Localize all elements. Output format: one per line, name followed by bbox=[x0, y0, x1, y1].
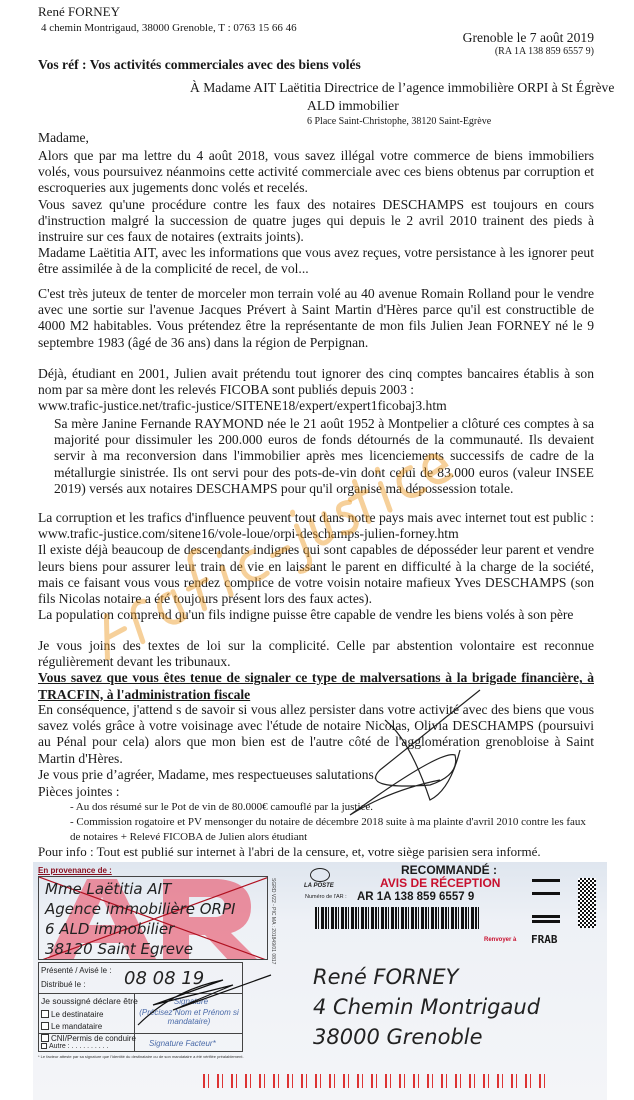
hand-line: 38120 Saint Egreve bbox=[45, 940, 194, 958]
url-text: www.trafic-justice.net/trafic-justice/SITENE18/expert/expert1ficobaj3.htm bbox=[38, 398, 447, 414]
presented-label: Présenté / Avisé le : bbox=[41, 966, 112, 975]
attachment-item: - Commission rogatoire et PV mensonger du notaire de décembre 2018 suite à ma plainte d'avril 2010 contre les faux de notaires + Relevé FICOBA de Julien alors étudiant bbox=[70, 816, 586, 843]
text-line: Déjà, étudiant en 2001, Julien avait prétendu tout ignorer des cinq comptes bancaires établis à son nom par sa mère dont les relevés FICOBA sont publiés depuis 2003 : bbox=[38, 366, 594, 398]
sender-name: René FORNEY bbox=[38, 4, 120, 19]
delivery-date-handwriting: 08 08 19 bbox=[124, 968, 205, 989]
attachment-item: - Au dos résumé sur le Pot de vin de 80.000€ camouflé par la justice. bbox=[70, 801, 374, 813]
lines-mark bbox=[532, 879, 560, 895]
signature-sublabel: (Précisez Nom et Prénom si mandataire) bbox=[139, 1008, 239, 1026]
text-line: Alors que par ma lettre du 4 août 2018, vous savez illégal votre commerce de biens immobiliers volés, vous poursuivez néanmoins cette activité commerciale avec ces biens obtenus par corruption et escroqueries aux jugements donc volés et recelés. bbox=[38, 148, 594, 196]
recipient-line3: 6 Place Saint-Christophe, 38120 Saint-Egrève bbox=[307, 116, 492, 127]
recipient-line2: ALD immobilier bbox=[307, 98, 399, 113]
text-line: La population comprend qu'un fils indigne puisse être capable de vendre les biens volés à son père bbox=[38, 607, 574, 623]
from-label: En provenance de : bbox=[38, 866, 112, 875]
sender-address: 4 chemin Montrigaud, 38000 Grenoble, T : 0763 15 66 46 bbox=[41, 22, 297, 34]
hand-line: Agence immobilière ORPI bbox=[45, 900, 236, 918]
la-poste-logo-icon bbox=[310, 868, 330, 882]
text-line: Vous savez qu'une procédure contre les faux des notaires DESCHAMPS est toujours en cours d'instruction malgré la succession de quatre juges qui depuis le 2 avril 2010 trainent des pieds à instruire sur ces faux de notaires (extraits joints). bbox=[38, 196, 594, 245]
checkbox-label: Le destinataire bbox=[51, 1010, 104, 1019]
text-line: Il existe déjà beaucoup de descendants indignes qui sont capables de déposséder leur parent et vendre leurs biens pour assurer leur train de vie en laissant le parent en difficulté à la charge de la société, mais ce faisant vous vous rendez complice de votre voisin notaire mafieux Yves DESCHAMPS (son fils Nicolas notaire a été toujours présent lors des faux actes). bbox=[38, 542, 594, 607]
datamatrix-code bbox=[578, 878, 596, 928]
paragraph-terrain: C'est très juteux de tenter de morceler mon terrain volé au 40 avenue Romain Rolland pour le vendre avec une sortie sur l'avenue Jacques Prévert à Saint Martin d'Hères parce qu'il est constructible de 4000 M2 habitables. Vous prétendez être la représentante de mon fils Julien Jean FORNEY né le 9 septembre 1983 (âgé de 36 ans) dans la région de Perpignan. bbox=[38, 286, 594, 350]
letter-date: Grenoble le 7 août 2019 bbox=[462, 30, 594, 45]
signature-label: Signature bbox=[173, 997, 209, 1006]
footnote: * Le facteur atteste par sa signature que l'identité du destinataire ou de son mandataire a été vérifiée préalablement. bbox=[38, 1054, 244, 1059]
postman-signature-label: Signature Facteur* bbox=[149, 1039, 216, 1048]
ar-number-label: Numéro de l'AR : bbox=[305, 894, 347, 900]
postal-red-barcode bbox=[203, 1074, 553, 1088]
hand-line: 6 ALD immobilier bbox=[45, 920, 175, 938]
barcode bbox=[315, 907, 481, 929]
hand-line: René FORNEY bbox=[313, 965, 459, 989]
text-line: En conséquence, j'attend s de savoir si vous allez persister dans votre activité avec des biens que vous savez volés grâce à votre voisinage avec l'étude de notaire Nicolas, Olivia DESCHAMPS (poursuivi au Pénal pour cela) alors que mon bien est de l'autre côté de l'agglomération grenobloise à Saint Martin d'Hères. bbox=[38, 702, 594, 766]
frab-code: FRAB bbox=[531, 933, 558, 946]
brand-text: LA POSTE bbox=[304, 883, 334, 889]
lines-mark bbox=[532, 915, 560, 923]
hand-line: 4 Chemin Montrigaud bbox=[313, 995, 541, 1019]
declare-label: Je soussigné déclare être bbox=[41, 996, 138, 1006]
text-line: Je vous joins des textes de loi sur la complicité. Celle par abstention volontaire est reconnue régulièrement devant les tribunaux. bbox=[38, 638, 594, 670]
ar-receipt-card bbox=[33, 862, 607, 1100]
ar-number: AR 1A 138 859 6557 9 bbox=[357, 891, 475, 903]
checkbox-label: CNI/Permis de conduire bbox=[51, 1034, 136, 1043]
checkbox-label: Le mandataire bbox=[51, 1022, 103, 1031]
hand-line: 38000 Grenoble bbox=[313, 1025, 483, 1049]
title-registered: RECOMMANDÉ : bbox=[401, 863, 497, 877]
return-address-handwriting bbox=[313, 962, 540, 1052]
title-receipt: AVIS DE RÉCEPTION bbox=[380, 876, 501, 890]
footer-info: Pour info : Tout est publié sur internet à l'abri de la censure, et, votre siège parisien sera informé. bbox=[38, 844, 541, 859]
from-handwriting bbox=[45, 879, 235, 959]
ra-reference: (RA 1A 138 859 6557 9) bbox=[494, 46, 594, 57]
checkbox-label: Autre : . . . . . . . . . . bbox=[49, 1043, 109, 1050]
recipient-line1: À Madame AIT Laëtitia Directrice de l’agence immobilière ORPI à St Égrève bbox=[190, 80, 615, 95]
attachments-title: Pièces jointes : bbox=[38, 784, 120, 799]
paragraph-intro bbox=[38, 148, 594, 278]
closing-line: Je vous prie d’agréer, Madame, mes respectueuses salutations. bbox=[38, 766, 378, 782]
subject-line: Vos réf : Vos activités commerciales avec des biens volés bbox=[38, 57, 361, 72]
emphasis-text: Vous savez que vous êtes tenue de signaler ce type de malversations à la brigade financière, à TRACFIN, à l'administration fiscale bbox=[38, 670, 594, 702]
return-label: Renvoyer à bbox=[484, 937, 517, 943]
side-code: SGRD V22 - PIC MA : 201849/01 0817 bbox=[270, 878, 276, 965]
recipient-signature bbox=[133, 970, 273, 1030]
checkbox-recipient[interactable] bbox=[41, 1010, 103, 1019]
signature bbox=[290, 680, 490, 820]
checkbox-id[interactable] bbox=[41, 1034, 136, 1043]
paragraph-mother: Sa mère Janine Fernande RAYMOND née le 21 août 1952 à Montpelier a clôturé ces comptes à sa majorité pour dissimuler les 200.000 euros de fonds détournés de la communauté. Ils devaient servir à ma reconversion dans l'immobilier après mes licenciements successifs de cadre de la métallurgie sinistrée. Ils ont servi pour des pots-de-vin dont celui de 83.000 euros (valeur INSEE 2019) versés aux notaires DESCHAMPS pour qu'il organise ma dépossession totale. bbox=[54, 416, 594, 496]
text-line: La corruption et les trafics d'influence peuvent tout dans notre pays mais avec internet tout est public : www.trafic-justice.com/sitene16/vole-loue/orpi-deschamps-julien-forney.htm bbox=[38, 510, 594, 542]
checkbox-agent[interactable] bbox=[41, 1022, 102, 1031]
paragraph-corruption bbox=[38, 510, 594, 623]
hand-line: Mme Laëtitia AIT bbox=[45, 880, 172, 898]
delivered-label: Distribué le : bbox=[41, 980, 86, 989]
text-line: Madame Laëtitia AIT, avec les informations que vous avez reçues, votre persistance à les ignorer peut être assimilée à de la complicité de recel, de vol... bbox=[38, 245, 594, 277]
from-box bbox=[38, 876, 268, 960]
checkbox-other[interactable] bbox=[41, 1043, 109, 1051]
paragraph-ficoba bbox=[38, 366, 594, 415]
salutation: Madame, bbox=[38, 130, 89, 145]
